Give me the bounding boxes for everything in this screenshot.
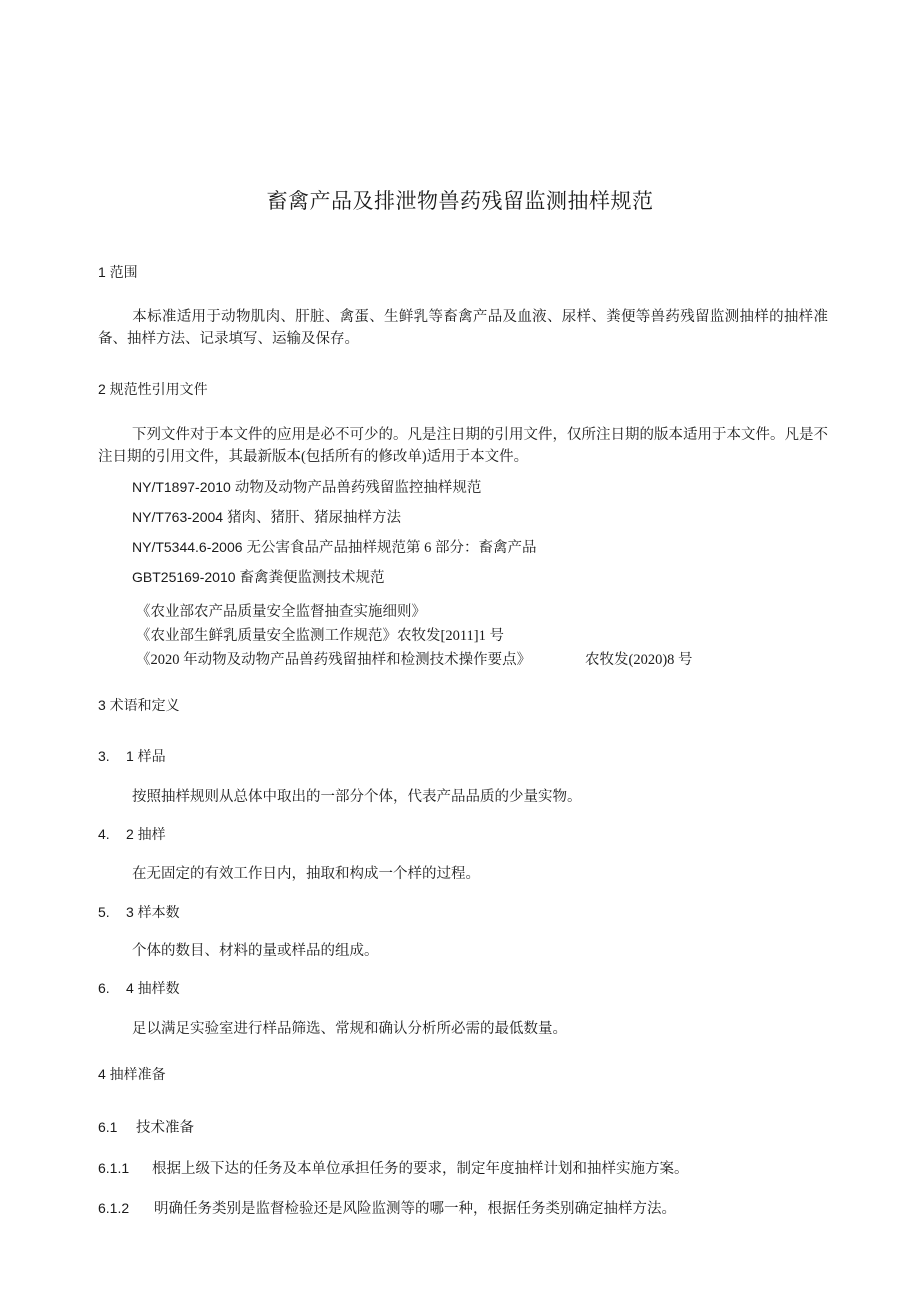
section-heading-scope: 1 范围 (98, 264, 138, 280)
standard-code: GBT25169-2010 (132, 569, 236, 585)
standard-code: NY/T763-2004 (132, 509, 224, 525)
section-heading-preparation: 4 抽样准备 (98, 1066, 166, 1082)
clause-text: 根据上级下达的任务及本单位承担任务的要求，制定年度抽样计划和抽样实施方案。 (152, 1161, 689, 1177)
term-label: 4 抽样数 (126, 980, 180, 996)
term-number: 5. (98, 904, 110, 920)
term-label: 1 样品 (126, 748, 166, 764)
term-number: 6. (98, 980, 110, 996)
section-heading-terms: 3 术语和定义 (98, 697, 180, 713)
term-definition: 在无固定的有效工作日内，抽取和构成一个样的过程。 (132, 866, 480, 882)
standard-name: 畜禽粪便监测技术规范 (239, 570, 385, 586)
references-body: 下列文件对于本文件的应用是必不可少的。凡是注日期的引用文件，仅所注日期的版本适用于本文件。凡是不注日期的引用文件，其最新版本(包括所有的修改单)适用于本文件。 (98, 427, 828, 465)
document-title: 畜禽产品及排泄物兽药残留监测抽样规范 (266, 190, 654, 213)
standard-name: 无公害食品产品抽样规范第 6 部分：畜禽产品 (246, 540, 537, 556)
standard-item (132, 536, 537, 557)
term-definition: 个体的数目、材料的量或样品的组成。 (132, 943, 379, 959)
clause-number: 6.1.1 (98, 1160, 130, 1176)
standard-item (132, 566, 385, 587)
reference-document: 《农业部农产品质量安全监督抽查实施细则》 (136, 604, 426, 620)
term-label: 3 样本数 (126, 904, 180, 920)
standard-item (132, 476, 481, 497)
standard-code: NY/T1897-2010 (132, 479, 231, 495)
section-heading-references: 2 规范性引用文件 (98, 381, 208, 397)
reference-document-number: 农牧发(2020)8 号 (585, 652, 693, 668)
standard-item (132, 506, 401, 527)
reference-document: 《农业部生鲜乳质量安全监测工作规范》农牧发[2011]1 号 (136, 628, 504, 644)
term-number: 4. (98, 826, 110, 842)
term-heading (98, 902, 180, 922)
standard-name: 动物及动物产品兽药残留监控抽样规范 (234, 480, 482, 496)
standard-code: NY/T5344.6-2006 (132, 539, 243, 555)
scope-paragraph (98, 306, 828, 350)
subsection-number: 6.1 (98, 1119, 118, 1135)
clause-item (98, 1157, 689, 1178)
reference-document: 《2020 年动物及动物产品兽药残留抽样和检测技术操作要点》 (136, 652, 532, 668)
term-heading (98, 978, 180, 998)
clause-item (98, 1197, 676, 1218)
scope-body: 本标准适用于动物肌肉、肝脏、禽蛋、生鲜乳等畜禽产品及血液、尿样、粪便等兽药残留监测抽样的抽样准备、抽样方法、记录填写、运输及保存。 (98, 309, 828, 347)
term-label: 2 抽样 (126, 826, 166, 842)
term-heading (98, 824, 166, 844)
subsection-heading (98, 1116, 194, 1137)
term-definition: 按照抽样规则从总体中取出的一部分个体，代表产品品质的少量实物。 (132, 789, 582, 805)
references-paragraph (98, 424, 828, 468)
term-definition: 足以满足实验室进行样品筛选、常规和确认分析所必需的最低数量。 (132, 1021, 567, 1037)
clause-text: 明确任务类别是监督检验还是风险监测等的哪一种，根据任务类别确定抽样方法。 (154, 1201, 676, 1217)
standard-name: 猪肉、猪肝、猪尿抽样方法 (227, 510, 402, 526)
clause-number: 6.1.2 (98, 1200, 130, 1216)
term-heading (98, 746, 166, 766)
subsection-label: 技术准备 (136, 1120, 194, 1136)
term-number: 3. (98, 748, 110, 764)
